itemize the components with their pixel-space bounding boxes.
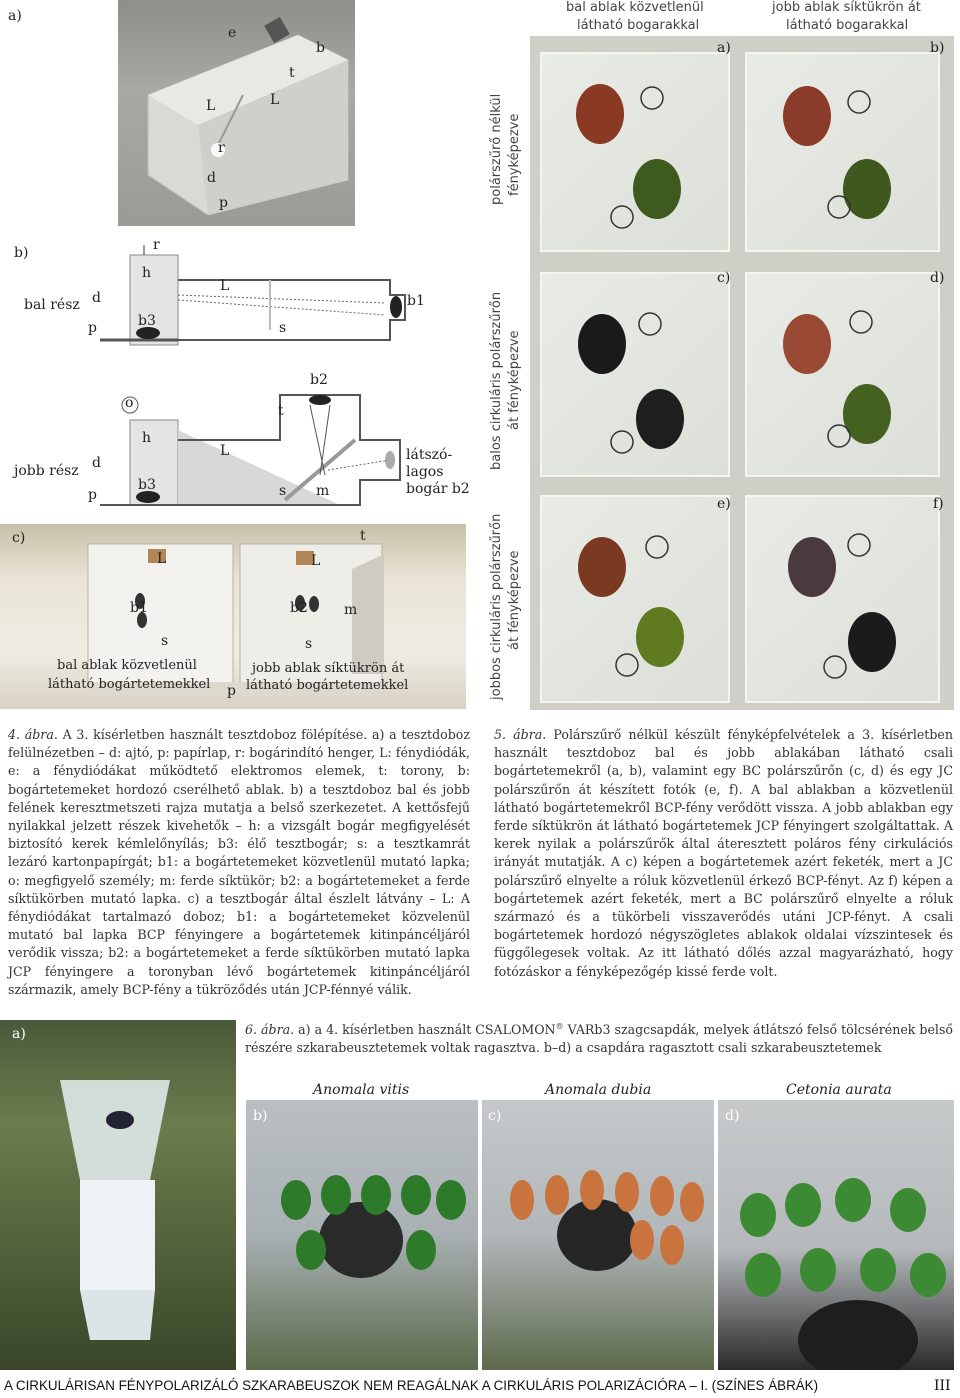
- diag-s-bottom: s: [279, 483, 287, 499]
- fig6-panel-label-d: d): [725, 1108, 740, 1124]
- diag-p-top: p: [88, 320, 97, 336]
- fig6-caption: [245, 1018, 953, 1058]
- diag-b1: b1: [407, 293, 425, 309]
- fig5-panel-label-c: c): [717, 270, 731, 286]
- fig4a-d: d: [207, 170, 216, 186]
- fig6-panel-label-c: c): [488, 1108, 502, 1124]
- fig5-panel-a: [540, 52, 730, 252]
- fig6-photo-a: [0, 1020, 236, 1370]
- diag-t: t: [278, 403, 284, 419]
- test-box-top-view: [118, 0, 355, 226]
- fig4-label-a: a): [8, 8, 22, 24]
- fig5-panel-e: [540, 495, 730, 703]
- fig6-reg: ®: [555, 1022, 564, 1031]
- fig5-panel-f: [745, 495, 940, 703]
- species-anomala-vitis: Anomala vitis: [313, 1082, 410, 1098]
- fig5-panel-b: [745, 52, 940, 252]
- fig4a-r: r: [218, 140, 225, 156]
- fig5-caption: [494, 726, 953, 981]
- fig4a-b: b: [316, 40, 325, 56]
- diag-o: o: [125, 395, 134, 411]
- photoc-s2: s: [305, 636, 313, 652]
- fig5-col2-1: jobb ablak síktükrön át: [772, 0, 921, 15]
- fig4-caption: [8, 726, 470, 999]
- fig5-row1-1: polárszűrő nélkül: [489, 93, 504, 205]
- photoc-right-2: látható bogártetemekkel: [246, 678, 409, 693]
- diag-b2: b2: [310, 372, 328, 388]
- fig5-panel-d: [745, 272, 940, 477]
- diag-r: r: [153, 237, 160, 253]
- fig5-caption-body: Polárszűrő nélkül készült fényképfelvételek a 3. kísérletben használt tesztdoboz bal és jobb ablakában látható csali bogártetemekről (a, b), valamint egy BC polárszűrőn (c, d) és egy JC polárszűrőn át készített fotók (e, f). A bal ablakban a közvetlenül látható bogártetemekről BCP-fény verődött vissza. A jobb ablakban egy ferde síktükrön át látható bogártetemek JCP fényingert szolgáltattak. A kerek nyilak a polárszűrők által áteresztett poláros fény cirkulációs irányát mutatják. A c) képen a bogártetemek azért feketék, mert a JC polárszűrő elnyelte a róluk közvetlenül érkező BCP-fényt. Az f) képen a bogártetemek azért feketék, mert a BC polárszűrő elnyelte a róluk származó és a tükörbeli visszaverődés utáni JCP-fényt. A csali bogártetemek hordozó négyszögletes ablakok oldalai vízszintesek és függőlegesek voltak. Az itt látható dőlés azzal magyarázható, hogy fotózáskor a fényképezőgép kissé ferde volt.: [494, 727, 953, 979]
- diag-b3-top: b3: [138, 313, 156, 329]
- fig5-panel-label-a: a): [717, 40, 731, 56]
- photoc-b1: b1: [130, 600, 148, 616]
- fig6-caption-title: 6. ábra.: [245, 1022, 295, 1038]
- diag-latszo-2: lagos: [406, 464, 444, 480]
- photoc-m: m: [344, 602, 358, 618]
- footer-title: A CIRKULÁRISAN FÉNYPOLARIZÁLÓ SZKARABEUSZOK NEM REAGÁLNAK A CIRKULÁRIS POLARIZÁCIÓRA – I. (SZÍNES ÁBRÁK): [4, 1378, 819, 1393]
- fig5-row2-1: balos cirkuláris polárszűrőn: [489, 291, 504, 470]
- diag-p-bottom: p: [88, 487, 97, 503]
- diag-L-top: L: [220, 278, 230, 294]
- fig6-photo-b: [246, 1100, 478, 1370]
- fig4-caption-body: A 3. kísérletben használt tesztdoboz fölépítése. a) a tesztdoboz felülnézetben – d: ajtó, p: papírlap, r: bogárindító henger, L: fénydiódák, e: a fénydiódákat működtető elektromos elemek, t: torony, b: bogártetemeket hordozó cserélhető ablak. b) a tesztdoboz bal és jobb felének keresztmetszeti rajza mutatja a belső szerkezetet. A kettősfejű nyilakkal jelzett részek kivehetők – h: a vizsgált bogár megfigyelését biztosító kerek kémlelőnyílás; b3: élő tesztbogár; s: a tesztkamrát lezáró kartonpapírgát; b1: a bogártetemeket közvetlenül mutató lapka; o: megfigyelő személy; m: ferde síktükör; b2: a bogártetemeket a ferde síktükörben mutató lapka. c) a tesztbogár által észlelt látvány – L: A fénydiódákat tartalmazó doboz; b1: a bogártetemeket közvelenül mutató bal lapka BCP fényingere a bogártetemek kitinpáncéljáról verődik vissza; b2: a bogártetemeket a ferde síktükörben mutató lapka JCP fényingere a toronyban lévő bogártetemek kitinpáncéljáról származik, amely BCP-fény a tükröződés után JCP-fénnyé válik.: [8, 727, 470, 997]
- fig5-row1-2: fényképezve: [507, 113, 522, 196]
- fig5-row2-2: át fényképezve: [507, 330, 522, 430]
- diag-s-top: s: [279, 320, 287, 336]
- photoc-t: t: [360, 528, 366, 544]
- fig6-caption-body-2: VARb3 szagcsapdák, melyek átlátszó felső tölcsérének belső részére szkarabeusztetemek voltak ragasztva. b–d) a csapdára ragasztott csali szkarabeusztetemek: [245, 1022, 954, 1056]
- fig4a-L2: L: [270, 92, 280, 108]
- fig5-panel-label-e: e): [717, 496, 731, 512]
- fig4a-L1: L: [206, 98, 216, 114]
- photoc-b2: b2: [290, 600, 308, 616]
- diag-latszo-1: látszó-: [406, 447, 453, 463]
- diag-h-bottom: h: [142, 430, 152, 446]
- species-anomala-dubia: Anomala dubia: [545, 1082, 652, 1098]
- fig4a-t: t: [289, 65, 295, 81]
- species-cetonia-aurata: Cetonia aurata: [786, 1082, 892, 1098]
- fig6-photo-c: [482, 1100, 714, 1370]
- fig5-col2-2: látható bogarakkal: [786, 18, 909, 33]
- photoc-s1: s: [161, 633, 169, 649]
- diag-b3-bottom: b3: [138, 477, 156, 493]
- fig5-col1-2: látható bogarakkal: [577, 18, 700, 33]
- fig4-photo-a: [118, 0, 355, 226]
- photoc-L1: L: [157, 551, 167, 567]
- photoc-L2: L: [311, 553, 321, 569]
- fig5-panel-label-b: b): [930, 40, 945, 56]
- photoc-left-1: bal ablak közvetlenül: [57, 658, 197, 673]
- diagram-bal-resz: bal rész: [24, 297, 80, 313]
- diag-h-top: h: [142, 265, 152, 281]
- diag-latszo-3: bogár b2: [406, 481, 470, 497]
- fig4a-p: p: [219, 195, 228, 211]
- diag-d-top: d: [92, 290, 101, 306]
- diag-m: m: [316, 483, 330, 499]
- fig5-row3-2: át fényképezve: [507, 550, 522, 650]
- fig5-panel-label-f: f): [933, 496, 944, 512]
- photoc-p: p: [227, 683, 236, 699]
- fig4-label-b: b): [14, 245, 29, 261]
- fig6-label-a: a): [12, 1026, 26, 1042]
- footer-page-number: III: [934, 1378, 951, 1394]
- fig5-caption-title: 5. ábra.: [494, 727, 547, 742]
- fig5-panel-label-d: d): [930, 270, 945, 286]
- diag-L-bottom: L: [220, 443, 230, 459]
- fig4a-e: e: [228, 25, 237, 41]
- fig5-row3-1: jobbos cirkuláris polárszűrőn: [489, 513, 504, 700]
- diag-d-bottom: d: [92, 455, 101, 471]
- fig6-caption-body-1: a) a 4. kísérletben használt CSALOMON: [298, 1022, 556, 1038]
- fig5-panel-c: [540, 272, 730, 477]
- fig4-caption-title: 4. ábra.: [8, 727, 58, 742]
- photoc-right-1: jobb ablak síktükrön át: [252, 661, 405, 676]
- fig6-photo-d: [718, 1100, 954, 1370]
- fig4-label-c: c): [12, 530, 26, 546]
- fig6-panel-label-b: b): [253, 1108, 268, 1124]
- diagram-jobb-resz: jobb rész: [14, 463, 79, 479]
- fig5-col1-1: bal ablak közvetlenül: [566, 0, 704, 15]
- photoc-left-2: látható bogártetemekkel: [48, 677, 211, 692]
